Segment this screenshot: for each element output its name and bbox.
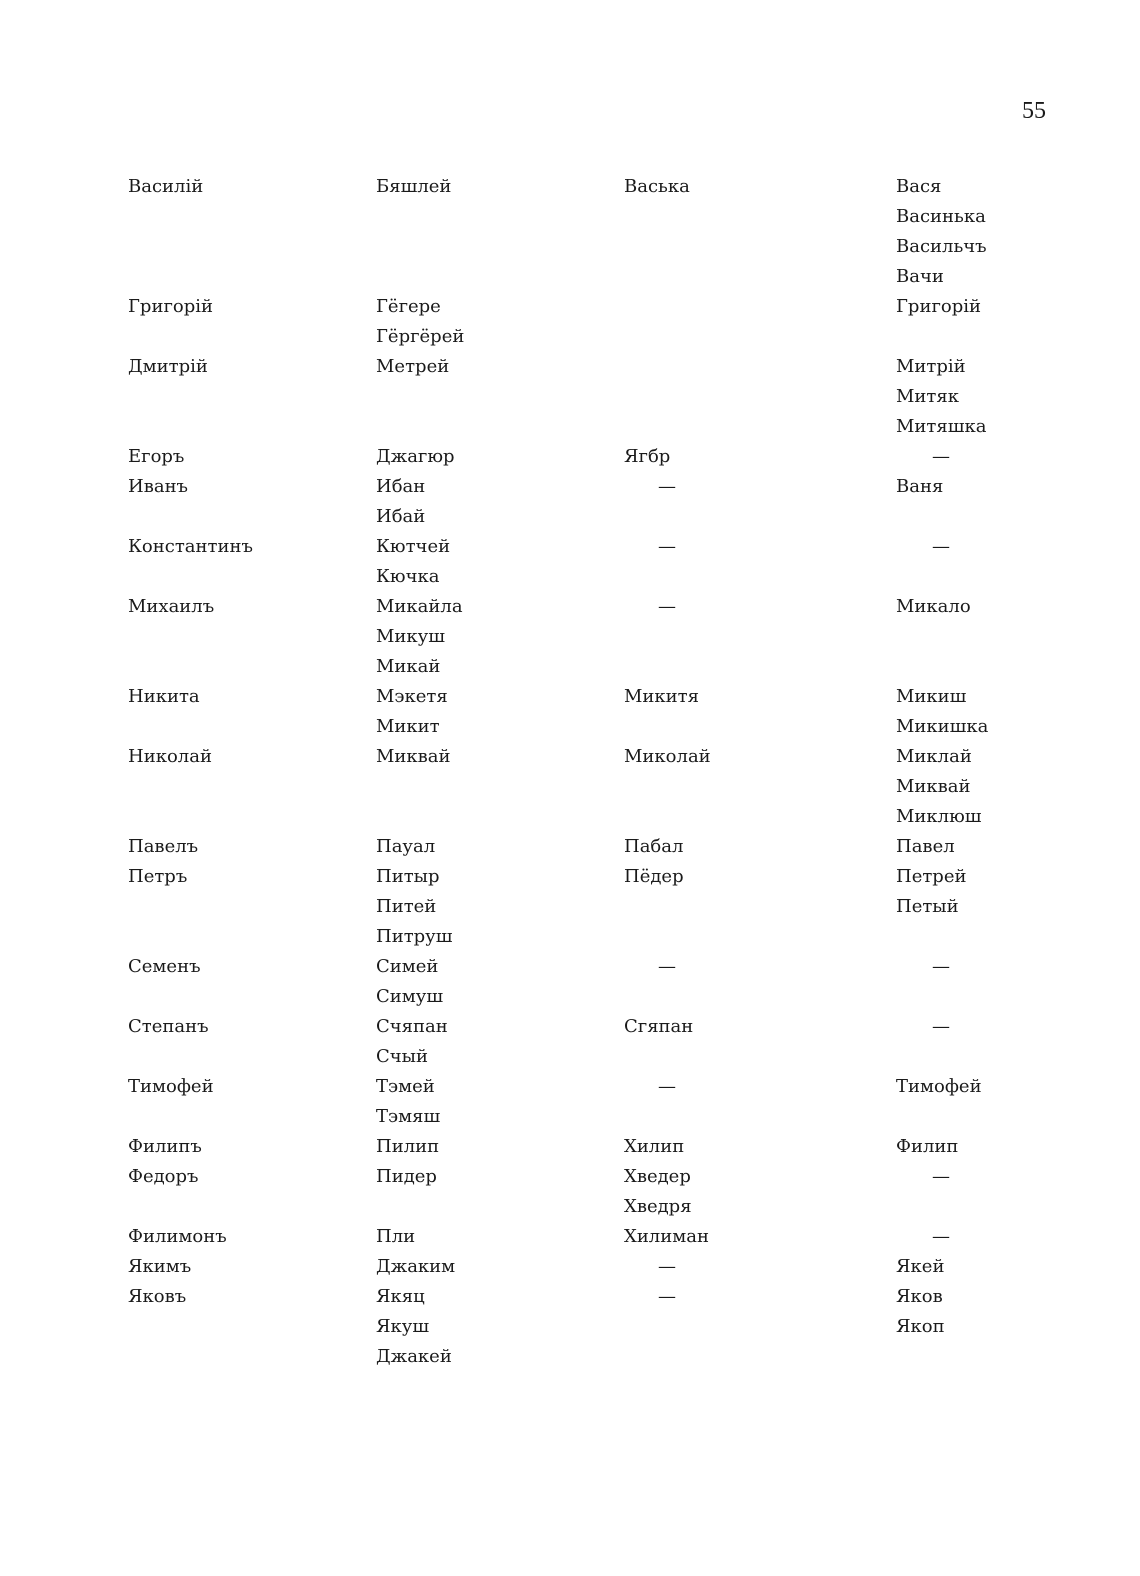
cell-chuvash-name: Якяц	[376, 1286, 425, 1307]
cell-colloquial-form: Вася	[896, 176, 942, 197]
table-row	[118, 742, 1038, 772]
cell-colloquial-form: Васинька	[896, 206, 986, 227]
table-row	[118, 352, 1038, 382]
cell-colloquial-form	[884, 562, 1038, 592]
cell-diminutive-form	[624, 982, 884, 1012]
cell-diminutive-form: Васька	[624, 176, 690, 197]
table-row	[118, 532, 1038, 562]
table-row	[118, 1042, 1038, 1072]
cell-colloquial-form: —	[932, 956, 950, 977]
cell-colloquial-form: Митяк	[896, 386, 959, 407]
cell-russian-name	[118, 202, 368, 232]
cell-chuvash-name: Метрей	[376, 356, 450, 377]
cell-colloquial-form: —	[932, 1226, 950, 1247]
cell-chuvash-name: Микайла	[376, 596, 463, 617]
cell-diminutive-form: —	[658, 536, 676, 557]
cell-diminutive-form	[624, 802, 884, 832]
cell-russian-name: Иванъ	[128, 476, 189, 497]
cell-colloquial-form	[884, 1342, 1038, 1372]
cell-russian-name	[118, 412, 368, 442]
table-row	[118, 382, 1038, 412]
cell-chuvash-name: Тэмяш	[376, 1106, 441, 1127]
cell-chuvash-name: Тэмей	[376, 1076, 435, 1097]
cell-chuvash-name	[368, 1192, 624, 1222]
cell-colloquial-form	[884, 1192, 1038, 1222]
cell-chuvash-name: Кючка	[376, 566, 440, 587]
cell-diminutive-form: Хведер	[624, 1166, 691, 1187]
table-row	[118, 862, 1038, 892]
cell-chuvash-name: Счый	[376, 1046, 428, 1067]
cell-colloquial-form: —	[932, 446, 950, 467]
cell-colloquial-form: Микишка	[896, 716, 989, 737]
cell-chuvash-name: Пауал	[376, 836, 436, 857]
cell-diminutive-form	[624, 382, 884, 412]
cell-russian-name: Якимъ	[128, 1256, 192, 1277]
cell-colloquial-form	[884, 982, 1038, 1012]
table-row	[118, 322, 1038, 352]
table-row	[118, 772, 1038, 802]
cell-diminutive-form: —	[658, 1286, 676, 1307]
cell-russian-name	[118, 322, 368, 352]
cell-russian-name	[118, 652, 368, 682]
cell-russian-name: Семенъ	[128, 956, 201, 977]
cell-diminutive-form: Хилип	[624, 1136, 685, 1157]
cell-russian-name: Яковъ	[128, 1286, 187, 1307]
cell-diminutive-form	[624, 502, 884, 532]
cell-diminutive-form: —	[658, 476, 676, 497]
cell-russian-name	[118, 802, 368, 832]
table-row	[118, 1162, 1038, 1192]
table-row	[118, 562, 1038, 592]
cell-chuvash-name: Симей	[376, 956, 439, 977]
table-row	[118, 202, 1038, 232]
table-row	[118, 1312, 1038, 1342]
cell-russian-name	[118, 562, 368, 592]
cell-chuvash-name: Бяшлей	[376, 176, 452, 197]
cell-colloquial-form: Филип	[896, 1136, 959, 1157]
cell-diminutive-form: —	[658, 1076, 676, 1097]
cell-chuvash-name	[368, 202, 624, 232]
cell-colloquial-form: Якоп	[896, 1316, 945, 1337]
table-row	[118, 442, 1038, 472]
table-row	[118, 622, 1038, 652]
table-row	[118, 1132, 1038, 1162]
table-row	[118, 1072, 1038, 1102]
cell-chuvash-name	[368, 232, 624, 262]
cell-diminutive-form	[624, 262, 884, 292]
table-row	[118, 262, 1038, 292]
cell-chuvash-name: Микуш	[376, 626, 446, 647]
cell-colloquial-form	[884, 322, 1038, 352]
cell-russian-name	[118, 232, 368, 262]
cell-diminutive-form	[624, 772, 884, 802]
cell-colloquial-form: —	[932, 536, 950, 557]
cell-diminutive-form: Ягбр	[624, 446, 671, 467]
cell-colloquial-form: Яков	[896, 1286, 943, 1307]
table-row	[118, 1282, 1038, 1312]
cell-diminutive-form	[624, 352, 884, 382]
cell-chuvash-name: Питруш	[376, 926, 453, 947]
cell-chuvash-name	[368, 412, 624, 442]
cell-diminutive-form	[624, 412, 884, 442]
cell-diminutive-form: Сгяпан	[624, 1016, 694, 1037]
table-row	[118, 472, 1038, 502]
cell-diminutive-form	[624, 622, 884, 652]
cell-diminutive-form: Миколай	[624, 746, 711, 767]
table-row	[118, 952, 1038, 982]
table-row	[118, 172, 1038, 202]
cell-colloquial-form: —	[932, 1016, 950, 1037]
names-table	[118, 172, 1038, 1372]
cell-russian-name: Михаилъ	[128, 596, 215, 617]
cell-chuvash-name: Гёргёрей	[376, 326, 465, 347]
cell-diminutive-form	[624, 892, 884, 922]
cell-chuvash-name: Счяпан	[376, 1016, 448, 1037]
cell-chuvash-name: Питей	[376, 896, 437, 917]
cell-chuvash-name: Кютчей	[376, 536, 451, 557]
table-row	[118, 1012, 1038, 1042]
cell-chuvash-name	[368, 262, 624, 292]
cell-russian-name: Константинъ	[128, 536, 253, 557]
cell-russian-name	[118, 772, 368, 802]
table-row	[118, 592, 1038, 622]
cell-russian-name: Егоръ	[128, 446, 185, 467]
cell-chuvash-name	[368, 772, 624, 802]
cell-chuvash-name: Ибай	[376, 506, 426, 527]
table-row	[118, 502, 1038, 532]
cell-chuvash-name: Миквай	[376, 746, 451, 767]
cell-chuvash-name: Пли	[376, 1226, 416, 1247]
page-number: 55	[1022, 98, 1046, 124]
cell-diminutive-form: —	[658, 596, 676, 617]
table-row	[118, 1252, 1038, 1282]
cell-chuvash-name: Гёгере	[376, 296, 441, 317]
table-row	[118, 232, 1038, 262]
cell-diminutive-form: —	[658, 956, 676, 977]
cell-chuvash-name: Ибан	[376, 476, 426, 497]
cell-diminutive-form	[624, 202, 884, 232]
cell-colloquial-form: Васильчъ	[896, 236, 987, 257]
cell-colloquial-form: Петый	[896, 896, 959, 917]
cell-russian-name: Тимофей	[128, 1076, 214, 1097]
cell-diminutive-form: —	[658, 1256, 676, 1277]
cell-russian-name	[118, 712, 368, 742]
cell-colloquial-form: Петрей	[896, 866, 967, 887]
cell-colloquial-form	[884, 502, 1038, 532]
cell-chuvash-name: Питыр	[376, 866, 440, 887]
cell-chuvash-name: Якуш	[376, 1316, 430, 1337]
table-row	[118, 1342, 1038, 1372]
cell-colloquial-form: Миклюш	[896, 806, 982, 827]
cell-colloquial-form: Якей	[896, 1256, 945, 1277]
cell-russian-name: Дмитрій	[128, 356, 208, 377]
cell-colloquial-form: Миквай	[896, 776, 971, 797]
cell-diminutive-form	[624, 292, 884, 322]
table-row	[118, 712, 1038, 742]
cell-colloquial-form: Григорій	[896, 296, 981, 317]
table-row	[118, 982, 1038, 1012]
cell-russian-name	[118, 622, 368, 652]
cell-diminutive-form	[624, 1042, 884, 1072]
cell-diminutive-form	[624, 712, 884, 742]
cell-colloquial-form	[884, 1102, 1038, 1132]
cell-diminutive-form	[624, 1342, 884, 1372]
cell-diminutive-form: Микитя	[624, 686, 699, 707]
cell-russian-name: Никита	[128, 686, 200, 707]
cell-russian-name: Григорій	[128, 296, 213, 317]
cell-colloquial-form	[884, 1042, 1038, 1072]
cell-russian-name: Филипъ	[128, 1136, 202, 1157]
cell-chuvash-name: Джакей	[376, 1346, 452, 1367]
cell-russian-name: Николай	[128, 746, 212, 767]
cell-russian-name: Павелъ	[128, 836, 199, 857]
cell-colloquial-form: Микало	[896, 596, 971, 617]
cell-chuvash-name: Пидер	[376, 1166, 437, 1187]
cell-colloquial-form: Ваня	[896, 476, 944, 497]
cell-russian-name: Степанъ	[128, 1016, 209, 1037]
cell-colloquial-form: Миклай	[896, 746, 972, 767]
cell-chuvash-name: Джагюр	[376, 446, 455, 467]
cell-chuvash-name: Мэкетя	[376, 686, 448, 707]
cell-colloquial-form	[884, 652, 1038, 682]
cell-diminutive-form	[624, 322, 884, 352]
cell-russian-name	[118, 922, 368, 952]
cell-russian-name	[118, 382, 368, 412]
cell-colloquial-form: Микиш	[896, 686, 967, 707]
cell-colloquial-form: Тимофей	[896, 1076, 982, 1097]
cell-colloquial-form	[884, 622, 1038, 652]
cell-diminutive-form	[624, 652, 884, 682]
table-row	[118, 892, 1038, 922]
table-row	[118, 292, 1038, 322]
cell-diminutive-form	[624, 922, 884, 952]
cell-diminutive-form	[624, 232, 884, 262]
table-row	[118, 1222, 1038, 1252]
cell-russian-name: Филимонъ	[128, 1226, 227, 1247]
table-row	[118, 1102, 1038, 1132]
cell-colloquial-form: —	[932, 1166, 950, 1187]
table-row	[118, 652, 1038, 682]
table-row	[118, 412, 1038, 442]
table-row	[118, 1192, 1038, 1222]
cell-russian-name	[118, 1342, 368, 1372]
cell-diminutive-form	[624, 562, 884, 592]
cell-russian-name	[118, 1042, 368, 1072]
cell-chuvash-name: Микит	[376, 716, 440, 737]
cell-russian-name: Василій	[128, 176, 204, 197]
cell-chuvash-name	[368, 802, 624, 832]
cell-russian-name	[118, 262, 368, 292]
cell-chuvash-name: Микай	[376, 656, 441, 677]
cell-diminutive-form: Пабал	[624, 836, 684, 857]
cell-russian-name	[118, 892, 368, 922]
cell-chuvash-name	[368, 382, 624, 412]
cell-russian-name	[118, 1312, 368, 1342]
cell-chuvash-name: Пилип	[376, 1136, 440, 1157]
cell-russian-name	[118, 502, 368, 532]
cell-chuvash-name: Джаким	[376, 1256, 456, 1277]
cell-colloquial-form: Митяшка	[896, 416, 987, 437]
table-row	[118, 922, 1038, 952]
cell-russian-name	[118, 1102, 368, 1132]
cell-chuvash-name: Симуш	[376, 986, 444, 1007]
cell-diminutive-form: Пёдер	[624, 866, 684, 887]
cell-colloquial-form: Митрій	[896, 356, 966, 377]
cell-colloquial-form: Вачи	[896, 266, 944, 287]
cell-diminutive-form	[624, 1312, 884, 1342]
table-row	[118, 682, 1038, 712]
cell-diminutive-form: Хведря	[624, 1196, 692, 1217]
table-row	[118, 832, 1038, 862]
cell-diminutive-form	[624, 1102, 884, 1132]
table-row	[118, 802, 1038, 832]
cell-russian-name	[118, 1192, 368, 1222]
cell-russian-name: Петръ	[128, 866, 188, 887]
cell-russian-name	[118, 982, 368, 1012]
cell-colloquial-form	[884, 922, 1038, 952]
cell-diminutive-form: Хилиман	[624, 1226, 709, 1247]
cell-colloquial-form: Павел	[896, 836, 955, 857]
cell-russian-name: Федоръ	[128, 1166, 199, 1187]
